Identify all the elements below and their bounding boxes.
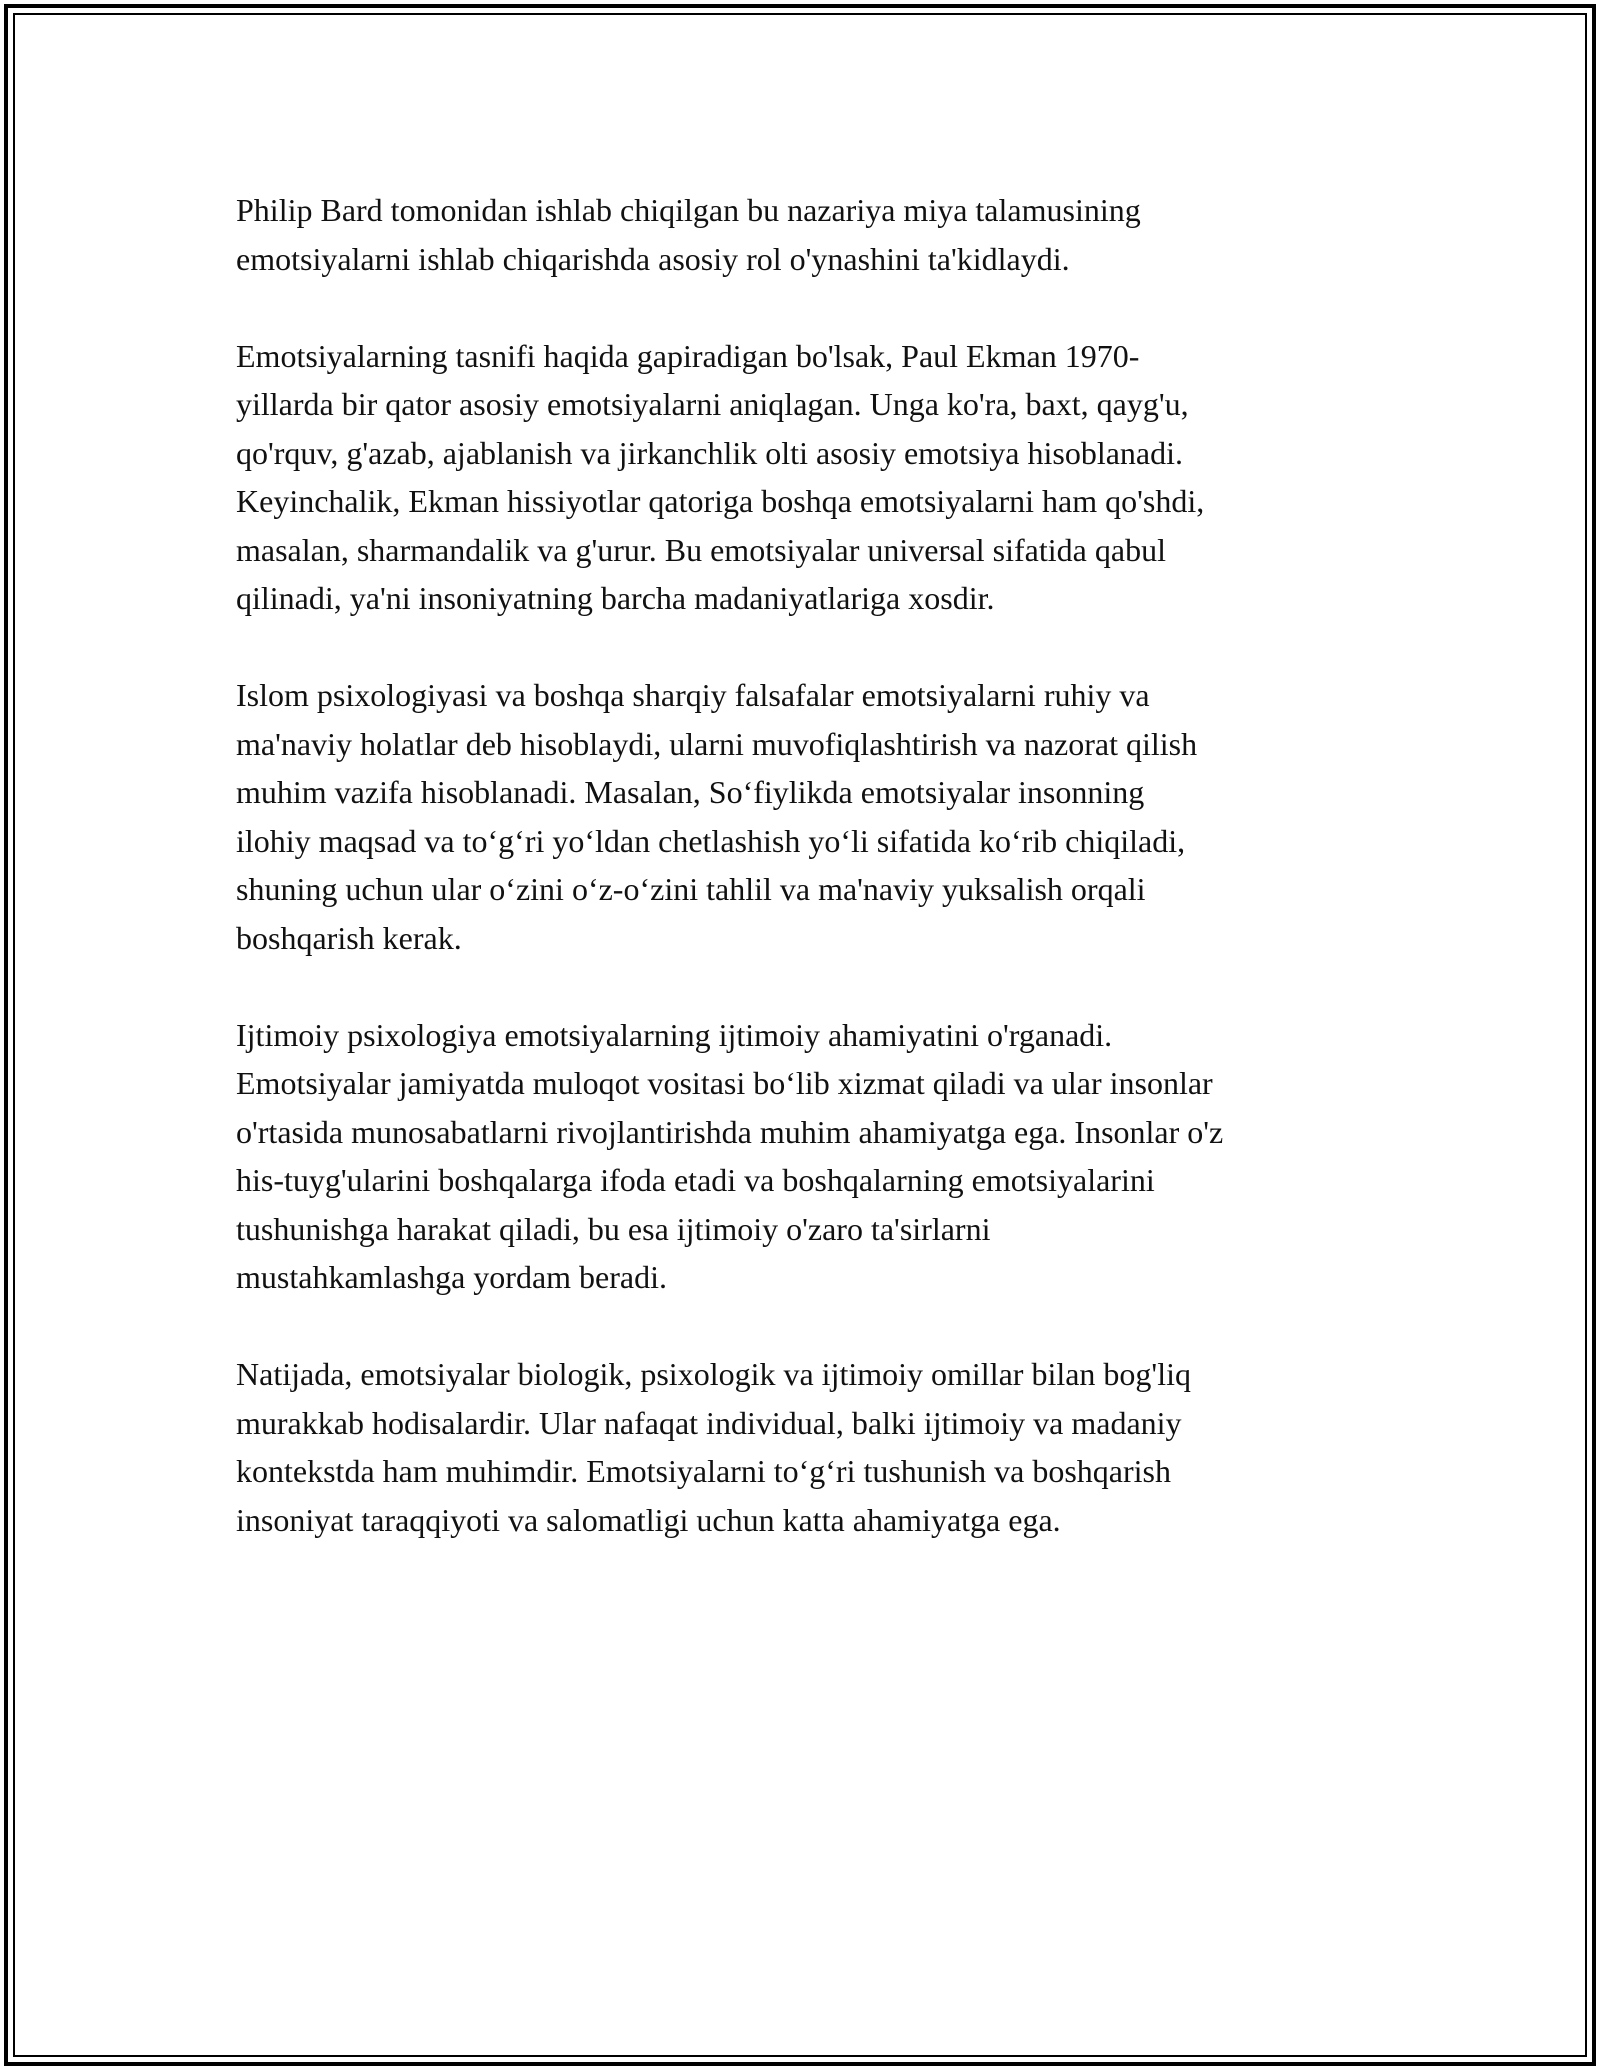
document-body [236,186,1376,1593]
paragraph-3: Islom psixologiyasi va boshqa sharqiy falsafalar emotsiyalarni ruhiy va ma'naviy holatlar deb hisoblaydi, ularni muvofiqlashtirish va nazorat qilish muhim vazifa hisoblanadi. Masalan, So‘fiylikda emotsiyalar insonning ilohiy maqsad va to‘g‘ri yo‘ldan chetlashish yo‘li sifatida ko‘rib chiqiladi, shuning uchun ular o‘zini o‘z-o‘zini tahlil va ma'naviy yuksalish orqali boshqarish kerak. [236,677,1198,956]
paragraph-4: Ijtimoiy psixologiya emotsiyalarning ijtimoiy ahamiyatini o'rganadi. Emotsiyalar jamiyatda muloqot vositasi bo‘lib xizmat qiladi va ular insonlar o'rtasida munosabatlarni rivojlantirishda muhim ahamiyatga ega. Insonlar o'z his-tuyg'ularini boshqalarga ifoda etadi va boshqalarning emotsiyalarini tushunishga harakat qiladi, bu esa ijtimoiy o'zaro ta'sirlarni mustahkamlashga yordam beradi. [236,1016,1224,1295]
paragraph-1: Philip Bard tomonidan ishlab chiqilgan bu nazariya miya talamusining emotsiyalarni ishlab chiqarishda asosiy rol o'ynashini ta'kidlaydi. [236,192,1141,277]
paragraph-5: Natijada, emotsiyalar biologik, psixologik va ijtimoiy omillar bilan bog'liq murakkab hodisalardir. Ular nafaqat individual, balki ijtimoiy va madaniy kontekstda ham muhimdir. Emotsiyalarni to‘g‘ri tushunish va boshqarish insoniyat taraqqiyoti va salomatligi uchun katta ahamiyatga ega. [236,1356,1191,1538]
paragraph-2: Emotsiyalarning tasnifi haqida gapiradigan bo'lsak, Paul Ekman 1970- yillarda bir qator asosiy emotsiyalarni aniqlagan. Unga ko'ra, baxt, qayg'u, qo'rquv, g'azab, ajablanish va jirkanchlik olti asosiy emotsiya hisoblanadi. Keyinchalik, Ekman hissiyotlar qatoriga boshqa emotsiyalarni ham qo'shdi, masalan, sharmandalik va g'urur. Bu emotsiyalar universal sifatida qabul qilinadi, ya'ni insoniyatning barcha madaniyatlariga xosdir. [236,337,1205,616]
